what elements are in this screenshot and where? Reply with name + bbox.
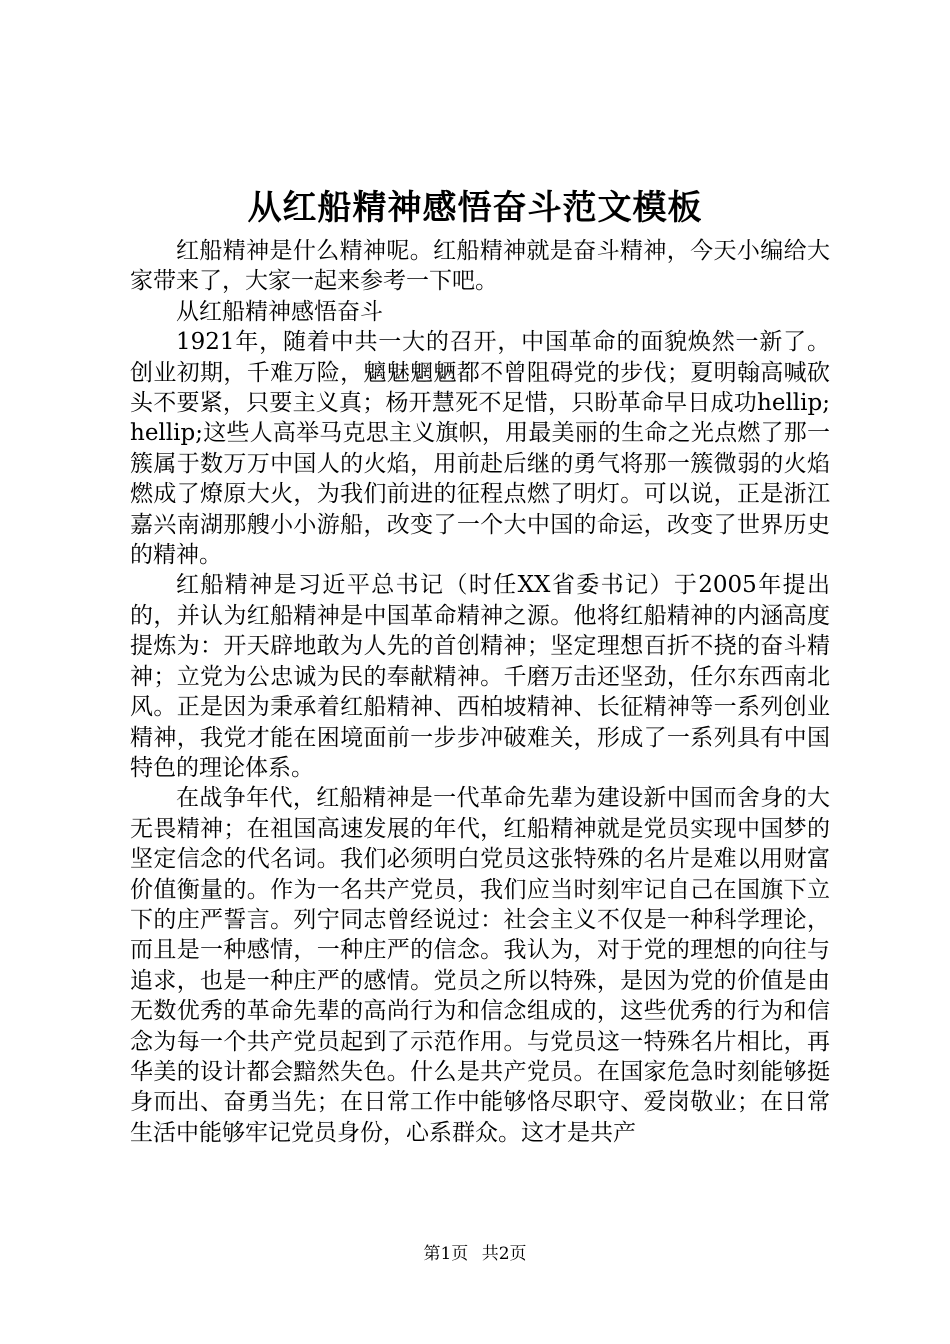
paragraph-subtitle: 从红船精神感悟奋斗 <box>176 298 383 325</box>
page-number: 第1页 <box>423 1244 469 1264</box>
page-total: 共2页 <box>481 1244 527 1264</box>
page-footer <box>0 1242 950 1266</box>
page-title: 从红船精神感悟奋斗范文模板 <box>247 188 703 228</box>
paragraph-war-years: 在战争年代，红船精神是一代革命先辈为建设新中国而舍身的大无畏精神；在祖国高速发展的年代，红船精神就是党员实现中国梦的坚定信念的代名词。我们必须明白党员这张特殊的名片是难以用财富价值衡量的。作为一名共产党员，我们应当时刻牢记自己在国旗下立下的庄严誓言。列宁同志曾经说过：社会主义不仅是一种科学理论，而且是一种感情，一种庄严的信念。我认为，对于党的理想的向往与追求，也是一种庄严的感情。党员之所以特殊，是因为党的价值是由无数优秀的革命先辈的高尚行为和信念组成的，这些优秀的行为和信念为每一个共产党员起到了示范作用。与党员这一特殊名片相比，再华美的设计都会黯然失色。什么是共产党员。在国家危急时刻能够挺身而出、奋勇当先；在日常工作中能够恪尽职守、爱岗敬业；在日常生活中能够牢记党员身份，心系群众。这才是共产 <box>130 785 830 1146</box>
paragraph-intro: 红船精神是什么精神呢。红船精神就是奋斗精神，今天小编给大家带来了，大家一起来参考一下吧。 <box>130 238 830 295</box>
document-body <box>130 236 830 1148</box>
paragraph-1921: 1921年，随着中共一大的召开，中国革命的面貌焕然一新了。创业初期，千难万险，魑魅魍魉都不曾阻碍党的步伐；夏明翰高喊砍头不要紧，只要主义真；杨开慧死不足惜，只盼革命早日成功hellip;hellip;这些人高举马克思主义旗帜，用最美丽的生命之光点燃了那一簇属于数万万中国人的火焰，用前赴后继的勇气将那一簇微弱的火焰燃成了燎原大火，为我们前进的征程点燃了明灯。可以说，正是浙江嘉兴南湖那艘小小游船，改变了一个大中国的命运，改变了世界历史的精神。 <box>130 329 830 569</box>
paragraph-red-boat-spirit: 红船精神是习近平总书记（时任XX省委书记）于2005年提出的，并认为红船精神是中国革命精神之源。他将红船精神的内涵高度提炼为：开天辟地敢为人先的首创精神；坚定理想百折不挠的奋斗精神；立党为公忠诚为民的奉献精神。千磨万击还坚劲，任尔东西南北风。正是因为秉承着红船精神、西柏坡精神、长征精神等一系列创业精神，我党才能在困境面前一步步冲破难关，形成了一系列具有中国特色的理论体系。 <box>130 572 830 781</box>
